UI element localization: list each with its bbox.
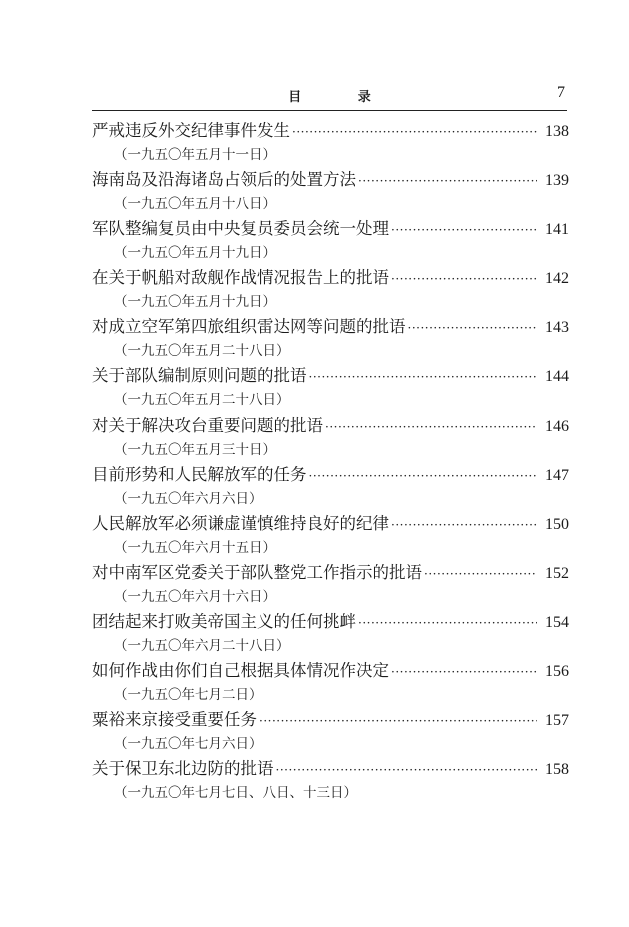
dot-leader (358, 610, 537, 636)
toc-entry-line (92, 216, 569, 242)
toc-entry (92, 707, 569, 756)
toc-entry-title: 粟裕来京接受重要任务 (92, 710, 257, 730)
toc-entry-page: 156 (545, 663, 569, 681)
dot-leader (391, 512, 537, 538)
toc-entry-title: 军队整编复员由中央复员委员会统一处理 (92, 219, 389, 239)
toc-entry-date: （一九五〇年五月十八日） (114, 196, 276, 213)
toc-entry (92, 511, 569, 560)
dot-leader (391, 266, 537, 292)
toc-entry (92, 609, 569, 658)
toc-entry (92, 363, 569, 412)
toc-entry-title: 对关于解决攻台重要问题的批语 (92, 415, 323, 435)
dot-leader (276, 757, 538, 783)
table-of-contents (92, 118, 569, 805)
toc-entry (92, 658, 569, 707)
toc-entry-line (92, 560, 569, 586)
toc-entry-date: （一九五〇年五月二十八日） (114, 392, 290, 409)
toc-entry-page: 138 (545, 123, 569, 140)
toc-entry-page: 154 (545, 613, 569, 631)
toc-entry-page: 147 (545, 466, 569, 484)
toc-entry-title: 目前形势和人民解放军的任务 (92, 464, 307, 484)
toc-entry-page: 150 (545, 515, 569, 533)
toc-entry-date: （一九五〇年六月六日） (114, 490, 263, 507)
toc-entry-title: 关于保卫东北边防的批语 (92, 759, 274, 779)
toc-entry-line (92, 756, 569, 782)
toc-entry-title: 海南岛及沿海诸岛占领后的处置方法 (92, 170, 356, 190)
toc-entry-title: 在关于帆船对敌舰作战情况报告上的批语 (92, 268, 389, 288)
toc-entry-date: （一九五〇年五月十九日） (114, 294, 276, 311)
toc-entry-line (92, 118, 569, 144)
toc-entry-title: 人民解放军必须谦虚谨慎维持良好的纪律 (92, 513, 389, 533)
toc-entry-page: 146 (545, 417, 569, 435)
toc-entry-page: 143 (545, 319, 569, 337)
toc-entry-title: 团结起来打败美帝国主义的任何挑衅 (92, 611, 356, 631)
toc-entry-line (92, 167, 569, 193)
toc-entry-title: 严戒违反外交纪律事件发生 (92, 121, 290, 140)
dot-leader (358, 168, 537, 194)
dot-leader (292, 119, 537, 145)
toc-entry-date: （一九五〇年五月二十八日） (114, 343, 290, 360)
toc-entry-page: 152 (545, 564, 569, 582)
dot-leader (309, 463, 538, 489)
toc-entry-page: 142 (545, 270, 569, 288)
toc-entry-page: 144 (545, 368, 569, 386)
page-header (92, 84, 567, 110)
toc-entry-line (92, 609, 569, 635)
dot-leader (424, 561, 537, 587)
dot-leader (325, 414, 537, 440)
toc-entry-line (92, 511, 569, 537)
toc-entry-line (92, 265, 569, 291)
toc-entry-date: （一九五〇年七月二日） (114, 687, 263, 704)
toc-entry-line (92, 707, 569, 733)
dot-leader (309, 364, 538, 390)
toc-entry-date: （一九五〇年六月十六日） (114, 588, 276, 605)
toc-entry-date: （一九五〇年六月十五日） (114, 539, 276, 556)
dot-leader (391, 217, 537, 243)
toc-entry-line (92, 363, 569, 389)
toc-entry (92, 314, 569, 363)
dot-leader (391, 659, 537, 685)
toc-entry (92, 216, 569, 265)
toc-entry-line (92, 462, 569, 488)
toc-entry (92, 265, 569, 314)
toc-entry (92, 756, 569, 805)
header-title: 目 录 (288, 90, 397, 105)
toc-entry-date: （一九五〇年七月七日、八日、十三日） (114, 785, 357, 802)
toc-entry (92, 167, 569, 216)
dot-leader (259, 708, 537, 734)
toc-entry-line (92, 658, 569, 684)
dot-leader (408, 315, 538, 341)
toc-entry-date: （一九五〇年七月六日） (114, 736, 263, 753)
toc-entry-title: 对成立空军第四旅组织雷达网等问题的批语 (92, 317, 406, 337)
header-rule (92, 110, 567, 111)
toc-entry-page: 141 (545, 221, 569, 239)
page-number: 7 (557, 84, 565, 101)
toc-entry (92, 560, 569, 609)
toc-entry (92, 118, 569, 167)
toc-entry (92, 413, 569, 462)
toc-entry-page: 139 (545, 172, 569, 190)
toc-entry-line (92, 314, 569, 340)
toc-entry-date: （一九五〇年五月十一日） (114, 147, 276, 163)
toc-entry-date: （一九五〇年五月十九日） (114, 245, 276, 262)
toc-entry-page: 158 (545, 761, 569, 779)
toc-entry-title: 对中南军区党委关于部队整党工作指示的批语 (92, 562, 422, 582)
toc-entry-title: 关于部队编制原则问题的批语 (92, 366, 307, 386)
toc-entry-date: （一九五〇年六月二十八日） (114, 637, 290, 654)
toc-entry-title: 如何作战由你们自己根据具体情况作决定 (92, 661, 389, 681)
toc-entry-date: （一九五〇年五月三十日） (114, 441, 276, 458)
toc-entry-page: 157 (545, 712, 569, 730)
toc-entry-line (92, 413, 569, 439)
toc-entry (92, 462, 569, 511)
